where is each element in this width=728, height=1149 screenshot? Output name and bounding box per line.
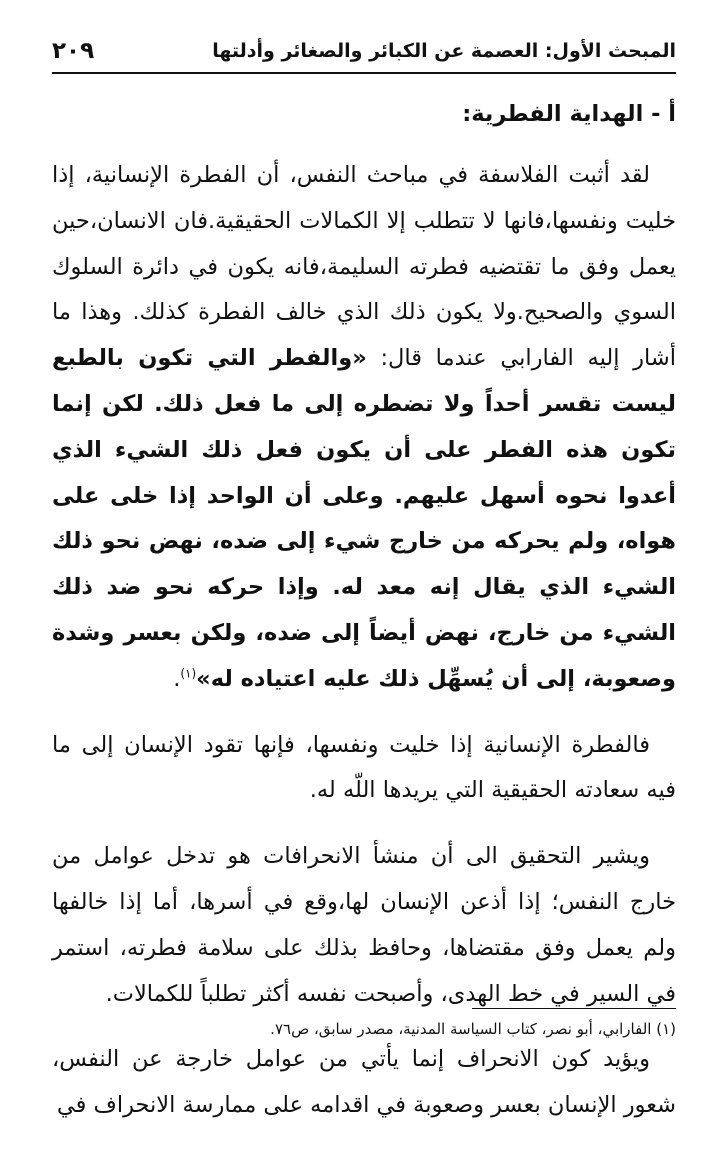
paragraph-farabi-text [52, 153, 676, 703]
paragraph-human-nature [52, 723, 676, 815]
body-text [52, 92, 676, 1149]
footnote-number: (١) [656, 1020, 676, 1038]
page-number: ٢٠٩ [52, 38, 95, 64]
running-title: المبحث الأول: العصمة عن الكبائر والصغائر وأدلتها [212, 40, 676, 62]
paragraph-deviations-text: ويشير التحقيق الى أن منشأ الانحرافات هو تدخل عوامل من خارج النفس؛ إذا أذعن الإنسان لها،وقع في أسرها، أما إذا خالفها ولم يعمل وفق مقتضاها، وحافظ بذلك على سلامة فطرته، استمر في السير في خط الهدى، وأصبحت نفسه أكثر تطلباً للكمالات. [52, 843, 676, 1007]
paragraph-human-nature-text: فالفطرة الإنسانية إذا خليت ونفسها، فإنها تقود الإنسان إلى ما فيه سعادته الحقيقية التي يريدها اللّه له. [52, 731, 676, 804]
farabi-quote: «والفطر التي تكون بالطبع ليست تقسر أحداً ولا تضطره إلى ما فعل ذلك. لكن إنما تكون هذه الفطر على أن يكون فعل ذلك الشيء الذي أعدوا نحوه أسهل عليهم. وعلى أن الواحد إذا خلى على هواه، ولم يحركه من خارج شيء إلى ضده، نهض نحو ذلك الشيء الذي يقال إنه معد له. وإذا حركه نحو ضد ذلك الشيء من خارج، نهض أيضاً إلى ضده، ولكن بعسر وشدة وصعوبة، إلى أن يُسهِّل ذلك عليه اعتياده له» [52, 345, 676, 692]
footnote-text: الفارابي، أبو نصر، كتاب السياسة المدنية، مصدر سابق، ص٧٦. [270, 1020, 652, 1038]
paragraph-intro: لقد أثبت الفلاسفة في مباحث النفس، أن الفطرة الإنسانية، إذا خليت ونفسها،فانها لا تتطلب إلا الكمالات الحقيقية.فان الانسان،حين يعمل وفق ما تقتضيه فطرته السليمة،فانه يكون في دائرة السلوك السوي والصحيح.ولا يكون ذلك الذي خالف الفطرة كذلك. وهذا ما أشار إليه الفارابي عندما قال: [52, 162, 677, 372]
paragraph-farabi [52, 153, 676, 703]
footnote-divider [472, 1008, 676, 1009]
paragraph-external-factors [52, 1037, 676, 1129]
paragraph-end: . [173, 665, 181, 692]
section-heading: أ - الهداية الفطرية: [462, 101, 676, 127]
paragraph-external-factors-text: ويؤيد كون الانحراف إنما يأتي من عوامل خارجة عن النفس، شعور الإنسان بعسر وصعوبة في اقدامه على ممارسة الانحراف في [52, 1046, 676, 1119]
paragraph-deviations [52, 834, 676, 1017]
footnote [52, 1016, 676, 1042]
footnote-reference[interactable]: (١) [180, 666, 197, 681]
page-header [52, 30, 676, 74]
